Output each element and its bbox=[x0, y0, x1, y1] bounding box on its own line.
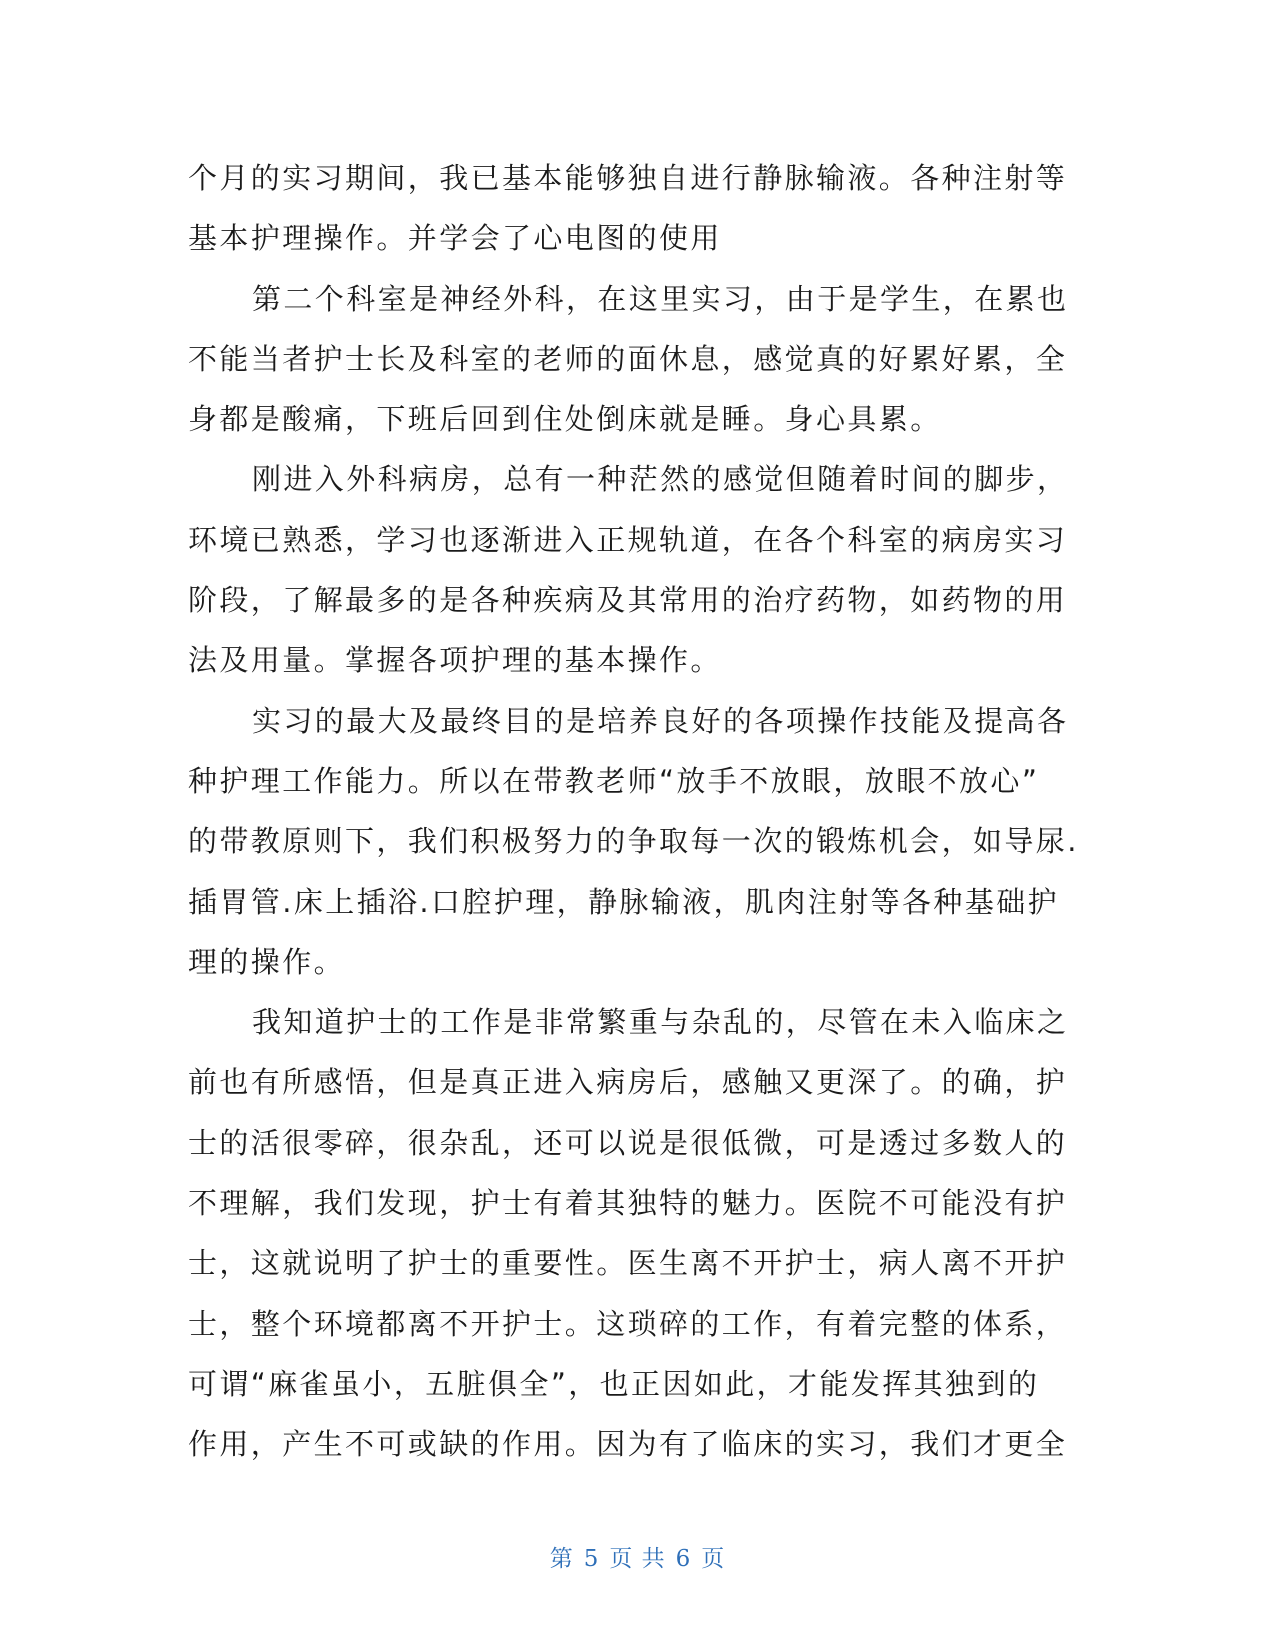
text-line: 种护理工作能力。所以在带教老师“放手不放眼，放眼不放心” bbox=[188, 763, 1040, 798]
text-line: 第二个科室是神经外科，在这里实习，由于是学生，在累也 bbox=[252, 281, 1069, 316]
text-line: 可谓“麻雀虽小，五脏俱全”，也正因如此，才能发挥其独到的 bbox=[188, 1366, 1040, 1401]
footer-current-page: 5 bbox=[583, 1546, 600, 1572]
footer-total-pages: 6 bbox=[675, 1546, 692, 1572]
text-line: 阶段，了解最多的是各种疾病及其常用的治疗药物，如药物的用 bbox=[188, 583, 1068, 618]
page-footer bbox=[0, 1540, 1275, 1573]
text-line: 刚进入外科病房，总有一种茫然的感觉但随着时间的脚步， bbox=[252, 462, 1069, 497]
text-line: 插胃管.床上插浴.口腔护理，静脉输液，肌肉注射等各种基础护 bbox=[188, 884, 1060, 919]
text-line: 环境已熟悉，学习也逐渐进入正规轨道，在各个科室的病房实习 bbox=[188, 522, 1068, 557]
text-line: 士的活很零碎，很杂乱，还可以说是很低微，可是透过多数人的 bbox=[188, 1125, 1068, 1160]
text-line: 基本护理操作。并学会了心电图的使用 bbox=[188, 221, 722, 256]
text-line: 作用，产生不可或缺的作用。因为有了临床的实习，我们才更全 bbox=[188, 1427, 1068, 1462]
text-line: 的带教原则下，我们积极努力的争取每一次的锻炼机会，如导尿. bbox=[188, 824, 1079, 859]
text-line: 士，这就说明了护士的重要性。医生离不开护士，病人离不开护 bbox=[188, 1246, 1068, 1281]
text-line: 不理解，我们发现，护士有着其独特的魅力。医院不可能没有护 bbox=[188, 1186, 1068, 1221]
text-line: 身都是酸痛，下班后回到住处倒床就是睡。身心具累。 bbox=[188, 402, 942, 437]
text-line: 理的操作。 bbox=[188, 944, 346, 979]
footer-prefix: 第 bbox=[549, 1546, 574, 1572]
footer-middle: 页 共 bbox=[609, 1546, 666, 1572]
text-line: 法及用量。掌握各项护理的基本操作。 bbox=[188, 643, 722, 678]
text-line: 个月的实习期间，我已基本能够独自进行静脉输液。各种注射等 bbox=[188, 161, 1068, 195]
footer-suffix: 页 bbox=[701, 1546, 726, 1572]
text-line: 实习的最大及最终目的是培养良好的各项操作技能及提高各 bbox=[252, 703, 1069, 738]
body-text bbox=[188, 148, 1079, 1475]
text-line: 前也有所感悟，但是真正进入病房后，感触又更深了。的确，护 bbox=[188, 1065, 1068, 1100]
text-line: 不能当者护士长及科室的老师的面休息，感觉真的好累好累，全 bbox=[188, 341, 1068, 376]
text-line: 我知道护士的工作是非常繁重与杂乱的，尽管在未入临床之 bbox=[252, 1005, 1069, 1040]
text-line: 士，整个环境都离不开护士。这琐碎的工作，有着完整的体系， bbox=[188, 1306, 1068, 1341]
